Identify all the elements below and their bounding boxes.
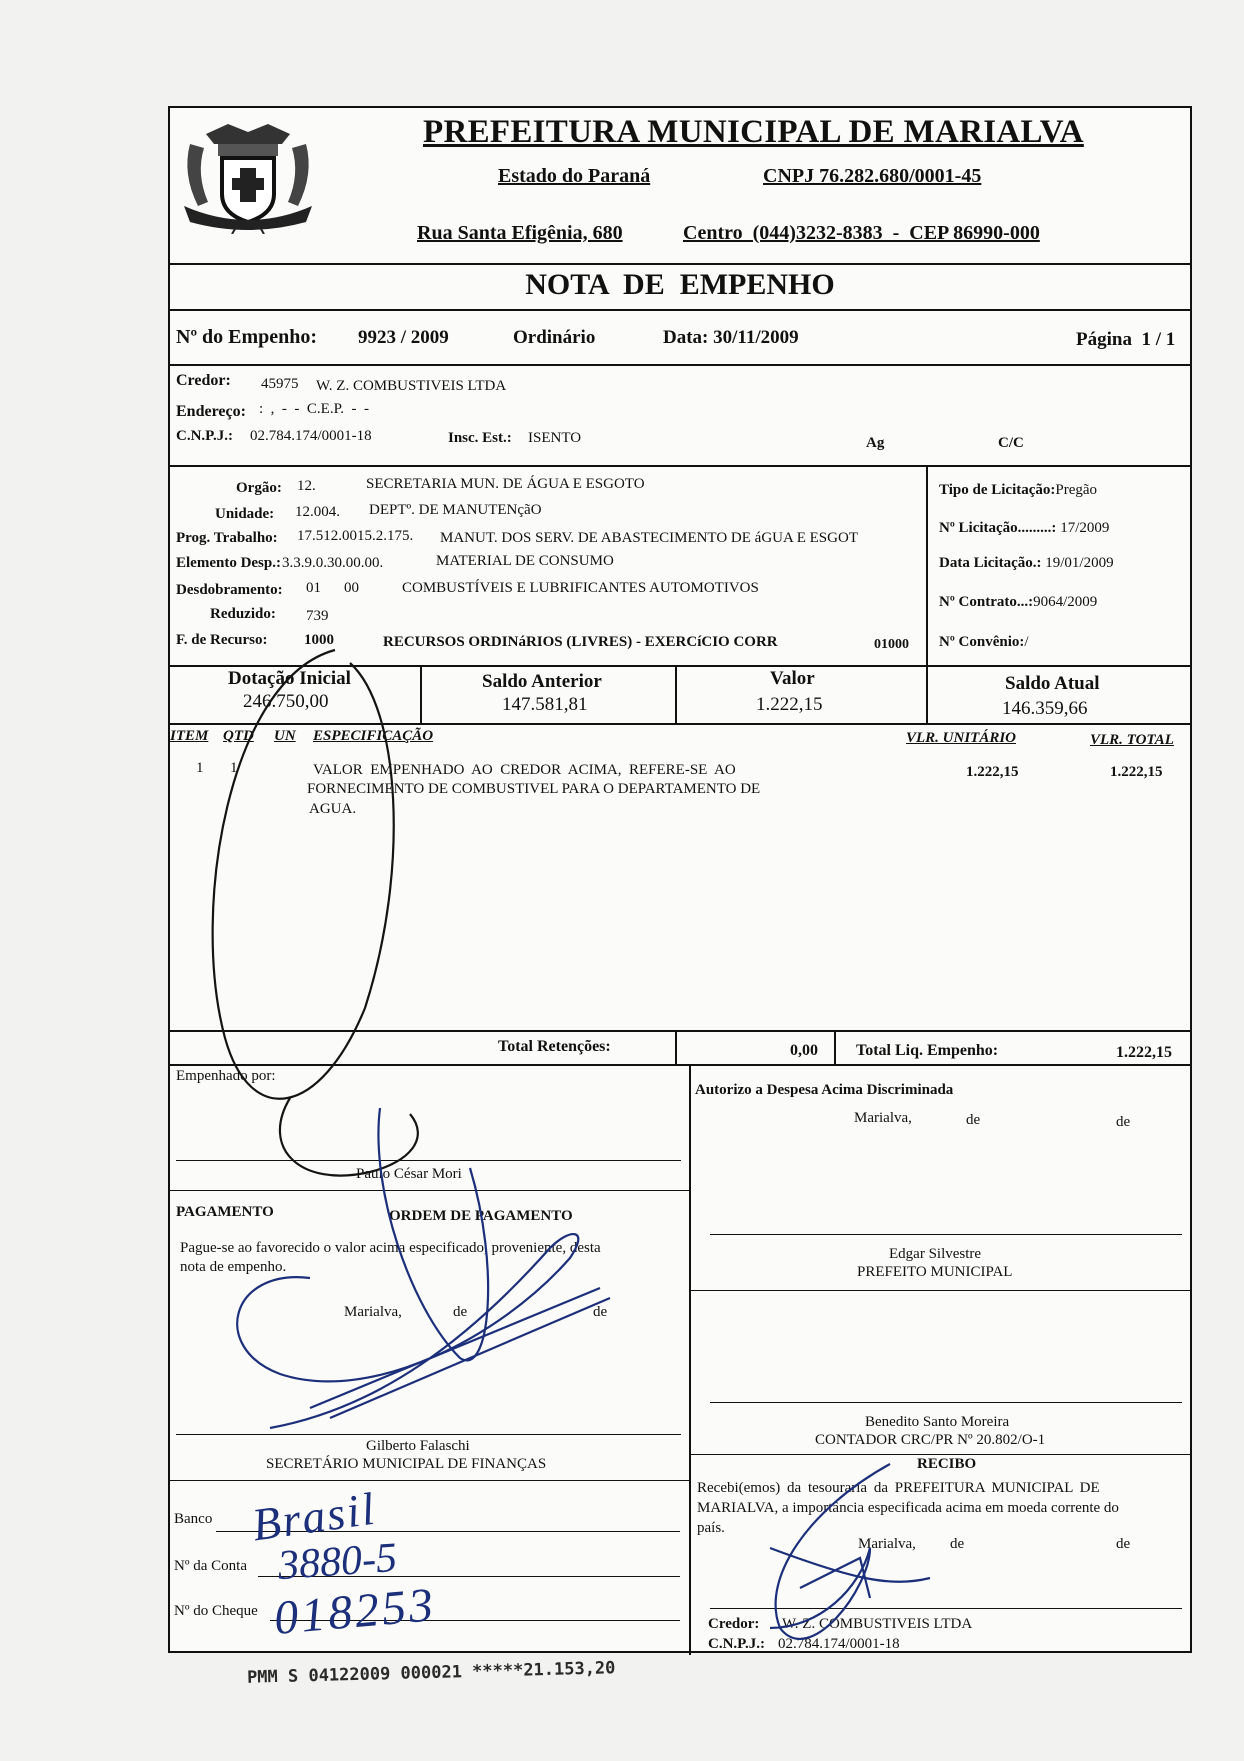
contador-name: Benedito Santo Moreira [865, 1414, 1010, 1430]
header-state: Estado do Paraná [498, 165, 651, 187]
recibo-de1: de [950, 1536, 965, 1552]
pag-de1: de [453, 1304, 468, 1320]
tipo-label: Tipo de Licitação: [939, 482, 1056, 498]
header-title: PREFEITURA MUNICIPAL DE MARIALVA [423, 114, 1084, 150]
header-address-rest: Centro (044)3232-8383 - CEP 86990-000 [683, 222, 1040, 244]
recibo-credor-label: Credor: [708, 1616, 760, 1632]
credor-code: 45975 [261, 376, 299, 392]
pag-de2: de [593, 1304, 608, 1320]
cheque-label: Nº do Cheque [174, 1603, 258, 1619]
unidade-code: 12.004. [295, 504, 340, 520]
credor-label: Credor: [176, 372, 231, 389]
desdob-b: 00 [344, 580, 359, 596]
banco-handwriting: Brasil [249, 1482, 380, 1551]
ag-label: Ag [866, 435, 885, 451]
conta-label: Nº da Conta [174, 1558, 247, 1574]
banco-label: Banco [174, 1511, 213, 1527]
stamp-line: PMM S 04122009 000021 *****21.153,20 [246, 1658, 616, 1688]
row-line3: AGUA. [309, 801, 357, 817]
cc-label: C/C [998, 435, 1024, 451]
data-label: Data Licitação.: [939, 555, 1042, 571]
col-espec: ESPECIFICAÇÃO [313, 728, 434, 744]
recibo-text-1: Recebi(emos) da tesouraria da PREFEITURA MUNICIPAL DE [697, 1480, 1100, 1496]
conta-handwriting: 3880-5 [276, 1534, 399, 1590]
header-cnpj: CNPJ 76.282.680/0001-45 [763, 165, 982, 187]
licitacao-contrato [939, 594, 1097, 611]
orgao-label: Orgão: [236, 480, 282, 496]
cnpj-label: C.N.P.J.: [176, 428, 233, 444]
coat-of-arms-icon [178, 114, 318, 234]
valor-value: 1.222,15 [756, 694, 823, 715]
pague-text-2: nota de empenho. [180, 1259, 287, 1275]
recibo-cnpj-label: C.N.P.J.: [708, 1636, 765, 1652]
pagamento-label: PAGAMENTO [176, 1204, 274, 1220]
saldo-atual-label: Saldo Atual [1005, 673, 1100, 694]
desdob-name: COMBUSTÍVEIS E LUBRIFICANTES AUTOMOTIVOS [402, 580, 759, 596]
col-total: VLR. TOTAL [1090, 732, 1174, 748]
col-qtd: QTD [223, 728, 254, 744]
credor-name: W. Z. COMBUSTIVEIS LTDA [316, 378, 507, 394]
reduzido-label: Reduzido: [210, 606, 276, 622]
licitacao-convenio [939, 634, 1029, 651]
col-un: UN [274, 728, 296, 744]
empenho-label: Nº do Empenho: [176, 326, 318, 348]
saldo-atual-value: 146.359,66 [1002, 698, 1088, 719]
recurso-code2: 01000 [874, 637, 909, 652]
dotacao-value: 246.750,00 [243, 691, 329, 712]
pague-text-1: Pague-se ao favorecido o valor acima especificado, proveniente, desta [180, 1240, 601, 1256]
recibo-text-2: MARIALVA, a importância especificada acima em moeda corrente do [697, 1500, 1119, 1516]
doc-title: NOTA DE EMPENHO [525, 268, 835, 301]
prog-code: 17.512.0015.2.175. [297, 528, 414, 544]
recibo-marialva: Marialva, [858, 1536, 916, 1552]
elemento-code: 3.3.9.0.30.00.00. [282, 555, 384, 571]
dotacao-label: Dotação Inicial [228, 668, 351, 689]
saldo-anterior-label: Saldo Anterior [482, 671, 602, 692]
cheque-handwriting: 018253 [271, 1578, 439, 1645]
contrato-label: Nº Contrato...: [939, 594, 1034, 610]
row-line2: FORNECIMENTO DE COMBUSTIVEL PARA O DEPARTAMENTO DE [307, 781, 761, 797]
convenio-value: / [1024, 634, 1029, 650]
num-label: Nº Licitação.........: [939, 520, 1057, 536]
row-line1: VALOR EMPENHADO AO CREDOR ACIMA, REFERE-SE AO [313, 762, 736, 778]
recurso-label: F. de Recurso: [176, 632, 268, 648]
empenho-type: Ordinário [513, 327, 596, 348]
insc-label: Insc. Est.: [448, 430, 512, 446]
recurso-name: RECURSOS ORDINáRIOS (LIVRES) - EXERCíCIO CORR [383, 634, 778, 650]
elemento-label: Elemento Desp.: [176, 555, 281, 571]
recibo-de2: de [1116, 1536, 1131, 1552]
orgao-name: SECRETARIA MUN. DE ÁGUA E ESGOTO [366, 476, 645, 492]
desdob-a: 01 [306, 580, 321, 596]
endereco-value: : , - - C.E.P. - - [259, 401, 369, 417]
prefeito-title: PREFEITO MUNICIPAL [857, 1264, 1013, 1280]
aut-de2: de [1116, 1114, 1131, 1130]
licitacao-num [939, 520, 1109, 537]
recibo-credor-value: W. Z. COMBUSTIVEIS LTDA [782, 1616, 973, 1632]
row-item: 1 [196, 760, 204, 776]
autorizo-label: Autorizo a Despesa Acima Discriminada [695, 1082, 954, 1098]
row-unit: 1.222,15 [966, 764, 1019, 780]
prefeito-name: Edgar Silvestre [889, 1246, 982, 1262]
retencoes-label: Total Retenções: [498, 1038, 611, 1055]
endereco-label: Endereço: [176, 403, 246, 420]
insc-value: ISENTO [528, 430, 582, 446]
col-item: ITEM [170, 728, 209, 744]
contrato-value: 9064/2009 [1033, 594, 1098, 610]
valor-label: Valor [770, 668, 815, 689]
ordem-label: ORDEM DE PAGAMENTO [389, 1208, 573, 1224]
cnpj-value: 02.784.174/0001-18 [250, 428, 372, 444]
tipo-value: Pregão [1055, 482, 1098, 498]
num-value: 17/2009 [1060, 520, 1110, 536]
row-total: 1.222,15 [1110, 764, 1163, 780]
liq-label: Total Liq. Empenho: [856, 1042, 999, 1059]
aut-marialva: Marialva, [854, 1110, 912, 1126]
licitacao-data [939, 555, 1114, 572]
prog-name: MANUT. DOS SERV. DE ABASTECIMENTO DE áGUA E ESGOT [440, 530, 858, 546]
unidade-name: DEPTº. DE MANUTENçãO [369, 502, 542, 518]
empenho-date: Data: 30/11/2009 [663, 327, 799, 348]
recurso-code: 1000 [304, 632, 334, 648]
desdob-label: Desdobramento: [176, 582, 283, 598]
convenio-label: Nº Convênio: [939, 634, 1025, 650]
data-value: 19/01/2009 [1045, 555, 1114, 571]
prog-label: Prog. Trabalho: [176, 530, 278, 546]
licitacao-tipo [939, 482, 1097, 499]
col-unit: VLR. UNITÁRIO [906, 730, 1017, 746]
empenho-number: 9923 / 2009 [358, 327, 449, 348]
header-address: Rua Santa Efigênia, 680 [417, 222, 623, 244]
recibo-text-3: país. [697, 1520, 725, 1536]
row-qtd: 1 [230, 760, 238, 776]
aut-de1: de [966, 1112, 981, 1128]
secretario-title: SECRETÁRIO MUNICIPAL DE FINANÇAS [266, 1456, 547, 1472]
recibo-label: RECIBO [917, 1456, 977, 1472]
contador-title: CONTADOR CRC/PR Nº 20.802/O-1 [815, 1432, 1046, 1448]
empenhado-name: Paulo César Mori [356, 1166, 462, 1182]
reduzido-value: 739 [306, 608, 329, 624]
liq-value: 1.222,15 [1116, 1044, 1172, 1061]
retencoes-value: 0,00 [790, 1042, 818, 1059]
pag-marialva: Marialva, [344, 1304, 402, 1320]
orgao-code: 12. [297, 478, 316, 494]
empenho-page: Página 1 / 1 [1076, 329, 1176, 350]
secretario-name: Gilberto Falaschi [366, 1438, 470, 1454]
saldo-anterior-value: 147.581,81 [502, 694, 588, 715]
elemento-name: MATERIAL DE CONSUMO [436, 553, 614, 569]
empenhado-label: Empenhado por: [176, 1068, 276, 1084]
recibo-cnpj-value: 02.784.174/0001-18 [778, 1636, 900, 1652]
unidade-label: Unidade: [215, 506, 275, 522]
nota-de-empenho-sheet [168, 106, 1192, 1653]
